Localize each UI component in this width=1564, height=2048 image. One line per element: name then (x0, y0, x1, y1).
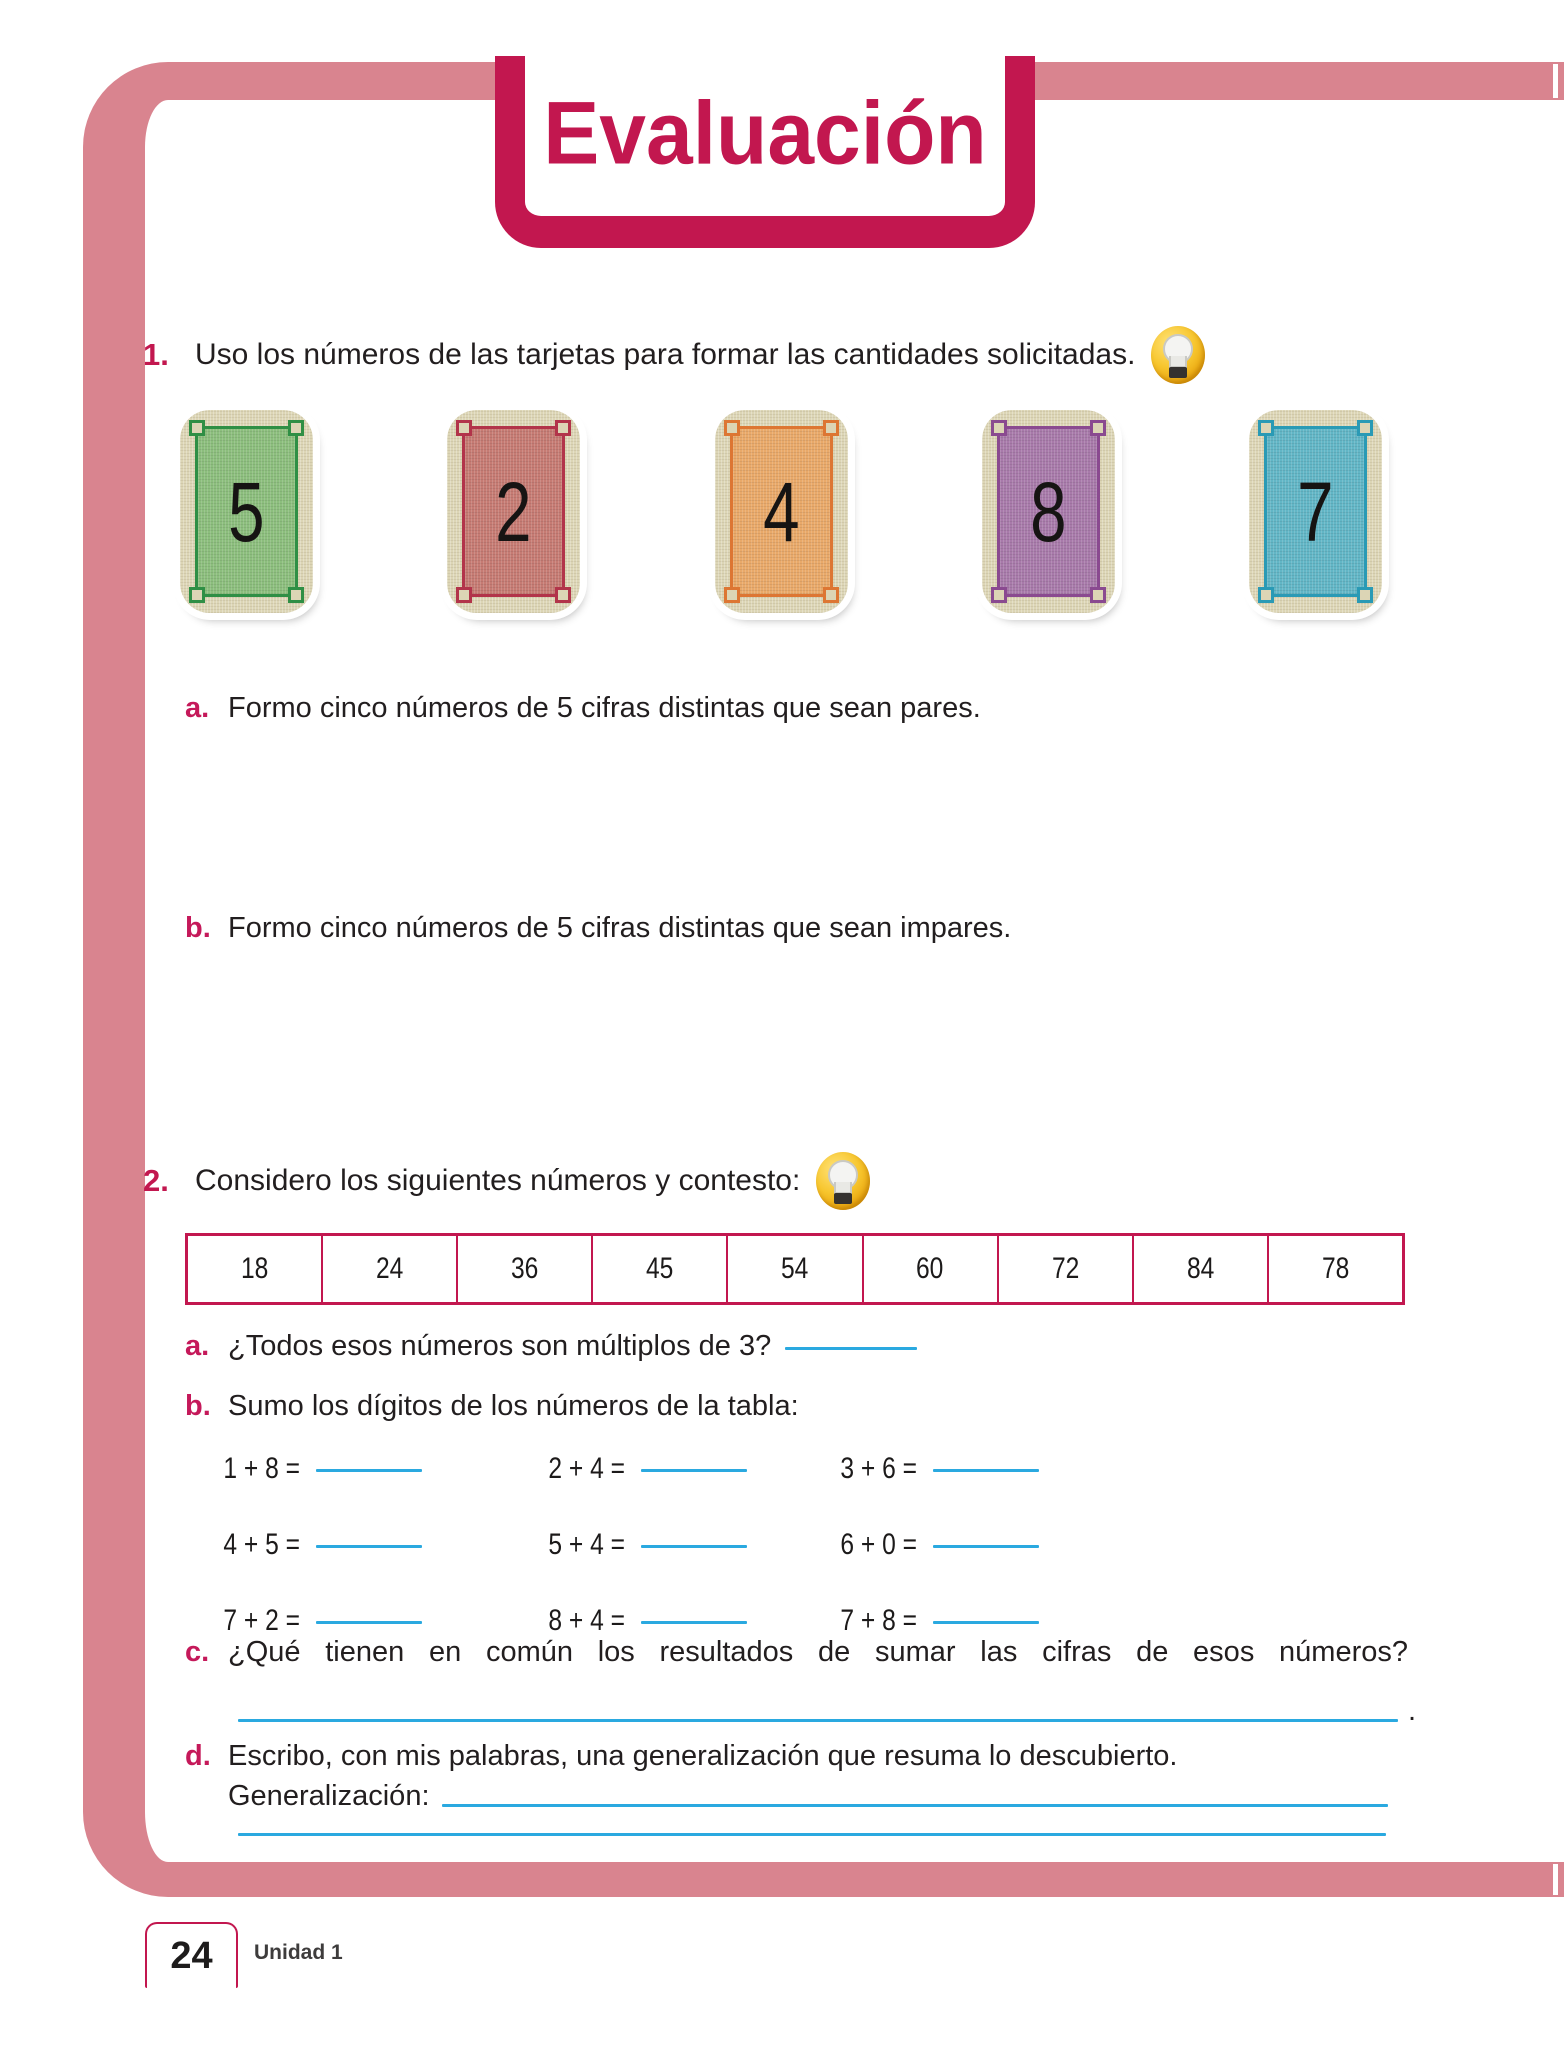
page-title: Evaluación (543, 83, 987, 183)
card-panel (1264, 426, 1367, 597)
lightbulb-icon (1151, 326, 1205, 384)
answer-line[interactable] (641, 1469, 747, 1472)
sum-expression: 7 + 2 = (223, 1604, 301, 1637)
lightbulb-base (1169, 367, 1187, 378)
card-corner-ornament (189, 420, 205, 436)
card-value: 2 (495, 464, 532, 559)
lightbulb-base (834, 1193, 852, 1204)
sum-expression: 5 + 4 = (548, 1528, 626, 1561)
exercise2-item-d (185, 1740, 1177, 1773)
sum-expression: 4 + 5 = (223, 1528, 301, 1561)
number-card-5 (180, 410, 313, 613)
item-label: d. (185, 1740, 211, 1772)
exercise2-number: 2. (143, 1163, 169, 1198)
exercise2-item-c-text: ¿Qué tienen en común los resultados de sumar las cifras de esos números? (228, 1636, 1408, 1668)
exercise1-prompt: Uso los números de las tarjetas para formar las cantidades solicitadas. (195, 338, 1136, 371)
item-label: c. (185, 1636, 210, 1668)
number-card-7 (1249, 410, 1382, 613)
number-card-4 (715, 410, 848, 613)
exercise2-prompt-row (143, 1152, 870, 1210)
number-cards-row (180, 410, 1382, 613)
table-cell (591, 1236, 726, 1302)
card-corner-ornament (1090, 587, 1106, 603)
numbers-table (185, 1233, 1405, 1305)
card-panel (997, 426, 1100, 597)
item-text: Formo cinco números de 5 cifras distintas que sean pares. (228, 692, 981, 724)
evaluation-banner (495, 56, 1035, 248)
exercise2-item-a (185, 1330, 917, 1363)
card-value: 4 (762, 464, 800, 559)
item-text: ¿Todos esos números son múltiplos de 3? (228, 1330, 772, 1362)
sum-item (215, 1452, 540, 1528)
sum-expression: 3 + 6 = (840, 1452, 918, 1485)
sum-expression: 6 + 0 = (840, 1528, 918, 1561)
table-value: 36 (511, 1252, 539, 1285)
generalization-label: Generalización: (228, 1780, 430, 1812)
generalization-row (228, 1780, 1388, 1813)
answer-line[interactable] (316, 1469, 422, 1472)
sum-expression: 1 + 8 = (223, 1452, 301, 1485)
exercise2-item-b (185, 1390, 799, 1423)
card-corner-ornament (724, 587, 740, 603)
item-text: Formo cinco números de 5 cifras distintas que sean impares. (228, 912, 1012, 944)
card-corner-ornament (1357, 587, 1373, 603)
card-corner-ornament (823, 587, 839, 603)
item-text: Escribo, con mis palabras, una generalización que resuma lo descubierto. (228, 1740, 1178, 1772)
table-cell (862, 1236, 997, 1302)
answer-line[interactable] (933, 1545, 1039, 1548)
answer-line[interactable] (933, 1469, 1039, 1472)
answer-line[interactable] (316, 1621, 422, 1624)
card-corner-ornament (456, 587, 472, 603)
card-corner-ornament (189, 587, 205, 603)
table-cell (1267, 1236, 1402, 1302)
sum-expression: 8 + 4 = (548, 1604, 626, 1637)
table-cell (188, 1236, 321, 1302)
table-value: 18 (240, 1252, 269, 1285)
card-corner-ornament (1258, 587, 1274, 603)
exercise2-prompt: Considero los siguientes números y contesto: (195, 1164, 801, 1197)
card-corner-ornament (1090, 420, 1106, 436)
exercise1-item-b (185, 912, 1011, 945)
card-corner-ornament (724, 420, 740, 436)
exercise1-prompt-row (143, 326, 1205, 384)
table-value: 72 (1051, 1252, 1079, 1285)
table-value: 24 (375, 1252, 404, 1285)
sum-item (832, 1452, 1112, 1528)
card-panel (462, 426, 565, 597)
lightbulb-icon (816, 1152, 870, 1210)
answer-line[interactable] (641, 1545, 747, 1548)
card-panel (195, 426, 298, 597)
card-corner-ornament (1357, 420, 1373, 436)
answer-line[interactable] (238, 1719, 1398, 1722)
answer-line[interactable] (442, 1804, 1389, 1807)
exercise2-item-c-answer-row (238, 1695, 1416, 1728)
card-corner-ornament (991, 587, 1007, 603)
table-cell (456, 1236, 591, 1302)
card-value: 7 (1297, 464, 1334, 559)
sum-expression: 2 + 4 = (548, 1452, 626, 1485)
unit-label: Unidad 1 (254, 1941, 343, 1964)
card-corner-ornament (456, 420, 472, 436)
page-number-box (145, 1922, 238, 1988)
card-corner-ornament (1258, 420, 1274, 436)
sum-expression: 7 + 8 = (840, 1604, 918, 1637)
answer-line[interactable] (641, 1621, 747, 1624)
answer-line[interactable] (785, 1347, 917, 1350)
card-corner-ornament (288, 587, 304, 603)
table-cell (997, 1236, 1132, 1302)
page-number: 24 (170, 1934, 213, 1977)
table-value: 78 (1321, 1252, 1350, 1285)
frame-edge-notch-top (1553, 64, 1558, 98)
card-corner-ornament (555, 420, 571, 436)
table-value: 54 (781, 1252, 809, 1285)
table-value: 84 (1186, 1252, 1214, 1285)
number-card-2 (447, 410, 580, 613)
table-value: 60 (916, 1252, 944, 1285)
number-card-8 (982, 410, 1115, 613)
item-label: a. (185, 1330, 210, 1362)
card-value: 5 (228, 464, 265, 559)
item-label: a. (185, 692, 210, 724)
sum-item (215, 1528, 540, 1604)
item-label: b. (185, 912, 211, 944)
item-text: Sumo los dígitos de los números de la tabla: (228, 1390, 799, 1422)
frame-edge-notch-bottom (1553, 1864, 1558, 1895)
answer-line[interactable] (316, 1545, 422, 1548)
line-end-punctuation: . (1407, 1695, 1416, 1727)
table-value: 45 (646, 1252, 674, 1285)
item-label: b. (185, 1390, 211, 1422)
card-corner-ornament (288, 420, 304, 436)
card-corner-ornament (991, 420, 1007, 436)
answer-line[interactable] (238, 1833, 1386, 1836)
card-value: 8 (1030, 464, 1067, 559)
sum-item (832, 1528, 1112, 1604)
exercise1-item-a (185, 692, 981, 725)
sum-item (540, 1528, 832, 1604)
table-cell (1132, 1236, 1267, 1302)
card-corner-ornament (823, 420, 839, 436)
table-cell (726, 1236, 861, 1302)
exercise1-number: 1. (143, 337, 169, 372)
sum-item (540, 1452, 832, 1528)
card-panel (730, 426, 833, 597)
card-corner-ornament (555, 587, 571, 603)
table-cell (321, 1236, 456, 1302)
answer-line[interactable] (933, 1621, 1039, 1624)
